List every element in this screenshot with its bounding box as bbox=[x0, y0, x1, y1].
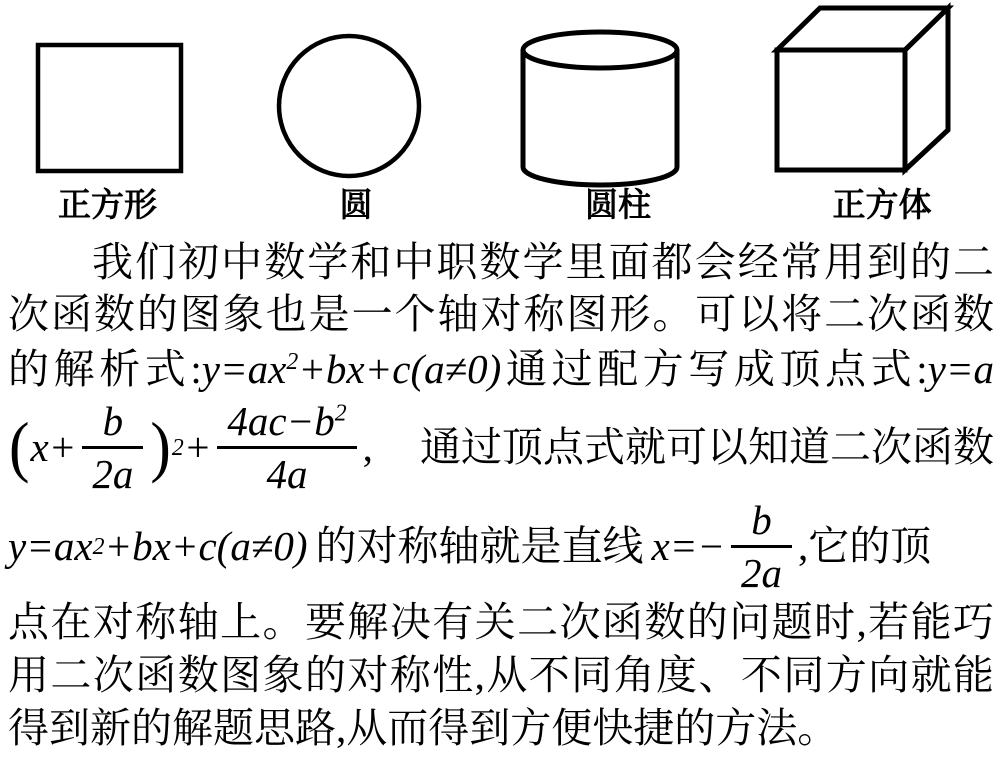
fraction-numerator bbox=[217, 399, 356, 446]
math-segment: y=a bbox=[927, 346, 994, 392]
text-line-3 bbox=[8, 340, 994, 398]
fraction-denominator: 2a bbox=[731, 545, 792, 595]
cylinder-label: 圆柱 bbox=[585, 186, 651, 223]
cube-shape bbox=[777, 8, 948, 170]
square-label: 正方形 bbox=[58, 186, 157, 223]
fraction-denominator: 4a bbox=[217, 446, 356, 496]
open-paren: ( bbox=[9, 409, 30, 485]
math-segment: y=ax bbox=[8, 523, 93, 569]
math-segment: +bx+c(a≠0) bbox=[104, 523, 308, 569]
cube-label: 正方体 bbox=[832, 186, 932, 223]
shapes-figure bbox=[0, 0, 1000, 192]
square-shape bbox=[38, 45, 181, 171]
text-line-1: 我们初中数学和中职数学里面都会经常用到的二 bbox=[92, 239, 994, 285]
exponent: 2 bbox=[334, 400, 347, 427]
text-line-6: 点在对称轴上。要解决有关二次函数的问题时,若能巧 bbox=[8, 599, 994, 645]
fraction bbox=[82, 399, 143, 497]
circle-label: 圆 bbox=[339, 186, 373, 223]
fraction-denominator: 2a bbox=[82, 446, 143, 496]
math-segment: x=− bbox=[651, 523, 726, 569]
math-segment: x+ bbox=[30, 424, 77, 470]
text-line-7: 用二次函数图象的对称性,从不同角度、不同方向就能 bbox=[8, 652, 994, 698]
math-segment: 4ac−b bbox=[227, 397, 335, 444]
math-segment: +bx+c(a≠0) bbox=[298, 346, 502, 392]
text-segment: 的对称轴就是直线 bbox=[315, 523, 644, 569]
fraction bbox=[217, 399, 356, 497]
text-line-2: 次函数的图象也是一个轴对称图形。可以将二次函数 bbox=[8, 291, 994, 337]
math-segment: y=ax bbox=[201, 346, 287, 392]
formula-line-5: y=ax 2 +bx+c(a≠0) 的对称轴就是直线 x=− $\frac{b}{2a}$ ,它的顶 bbox=[8, 496, 932, 596]
text-segment: 通过配方写成顶点式: bbox=[501, 346, 928, 392]
fraction-numerator: b bbox=[102, 397, 124, 444]
fraction bbox=[731, 498, 792, 596]
math-segment: + bbox=[183, 424, 212, 470]
text-line-8: 得到新的解题思路,从而得到方便快捷的方法。 bbox=[8, 705, 839, 751]
text-segment: 通过顶点式就可以知道二次函数 bbox=[420, 424, 994, 470]
close-paren: ) bbox=[150, 409, 171, 485]
fraction-numerator: b bbox=[751, 496, 772, 543]
paragraph bbox=[8, 236, 994, 755]
circle-shape bbox=[279, 36, 419, 176]
punctuation: , bbox=[362, 424, 373, 470]
formula-line-4: ( x+ $\frac{b}{2a}$ ) 2 + $\frac{4ac-b^2}{4a}$ , 通过顶点式就可以知道二次函数 bbox=[9, 397, 994, 497]
cylinder-shape bbox=[523, 32, 677, 185]
text-segment: 的解析式: bbox=[8, 346, 202, 392]
text-segment: ,它的顶 bbox=[798, 523, 932, 569]
exponent: 2 bbox=[286, 349, 299, 375]
